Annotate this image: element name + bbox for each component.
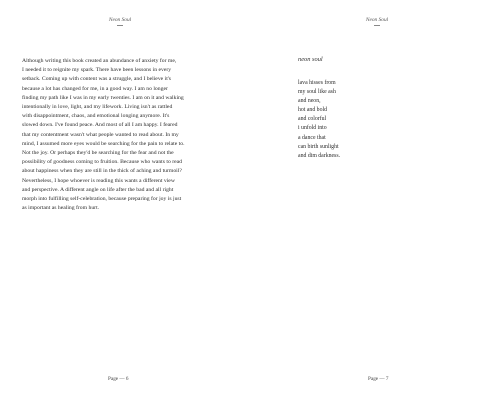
prose-line: mind, I assumed more eyes would be searching for the pain to relate to. [22,140,185,147]
prose-line: intentionally in love, light, and my lifework. Living isn't as rattled [22,104,173,111]
prose-line: slowed down. I've found peace. And most of all I am happy. I feared [22,122,178,129]
prose-line: Nevertheless, I hope whoever is reading this wants a different view [22,177,175,184]
running-header-left [100,17,140,26]
prose-line: Although writing this book created an abundance of anxiety for me, [22,58,177,64]
poem-line: i unfold into [298,125,327,132]
prose-line: Not the joy. Or perhaps they'd be searching for the fear and not the [22,150,174,157]
prose-line: morph into fulfilling self-celebration, because preparing for joy is just [22,196,182,203]
prose-line: finding my path like I was in my early twenties. I am on it and walking [22,94,184,101]
prose-line: because a lot has changed for me, in a good way. I am no longer [22,85,168,92]
poem-line: a dance that [298,134,326,141]
poem-line: and neon, [298,98,321,105]
poem-line: and colorful [298,116,327,123]
poem-line: my soul like ash [298,89,336,96]
poem-line: lava hisses from [298,80,336,86]
prose-body [22,57,238,213]
prose-line: that my contentment wasn't what people wanted to read about. In my [22,131,179,138]
prose-line: possibility of goodness coming to fruition. Because who wants to read [22,159,183,166]
poem-line: and dim darkness. [298,152,341,159]
prose-line: setback. Coming up with content was a struggle, and I believe it's [22,76,172,83]
prose-line: I needed it to reignite my spark. There have been lessons in every [22,67,172,74]
running-header-right [357,17,397,26]
poem-line: can birth sunlight [298,143,339,150]
header-rule-left [117,25,123,26]
poem-line: hot and bold [298,107,327,114]
page-number-right: Page — 7 [368,376,389,382]
right-page [250,0,500,400]
header-rule-right [374,25,380,26]
prose-line: with disappointment, chaos, and emotional longing anymore. It's [22,113,170,120]
prose-line: as important as healing from hurt. [22,205,100,212]
poem-title: neon soul [298,56,323,63]
running-header-right-text: Neon Soul [365,17,389,23]
prose-line: and perspective. A different angle on life after the bad and all right [22,186,174,193]
running-header-left-text: Neon Soul [108,17,132,23]
page-number-left: Page — 6 [108,376,129,382]
prose-line: about happiness when they are still in the thick of aching and turmoil? [22,168,182,175]
poem-body [298,79,340,161]
